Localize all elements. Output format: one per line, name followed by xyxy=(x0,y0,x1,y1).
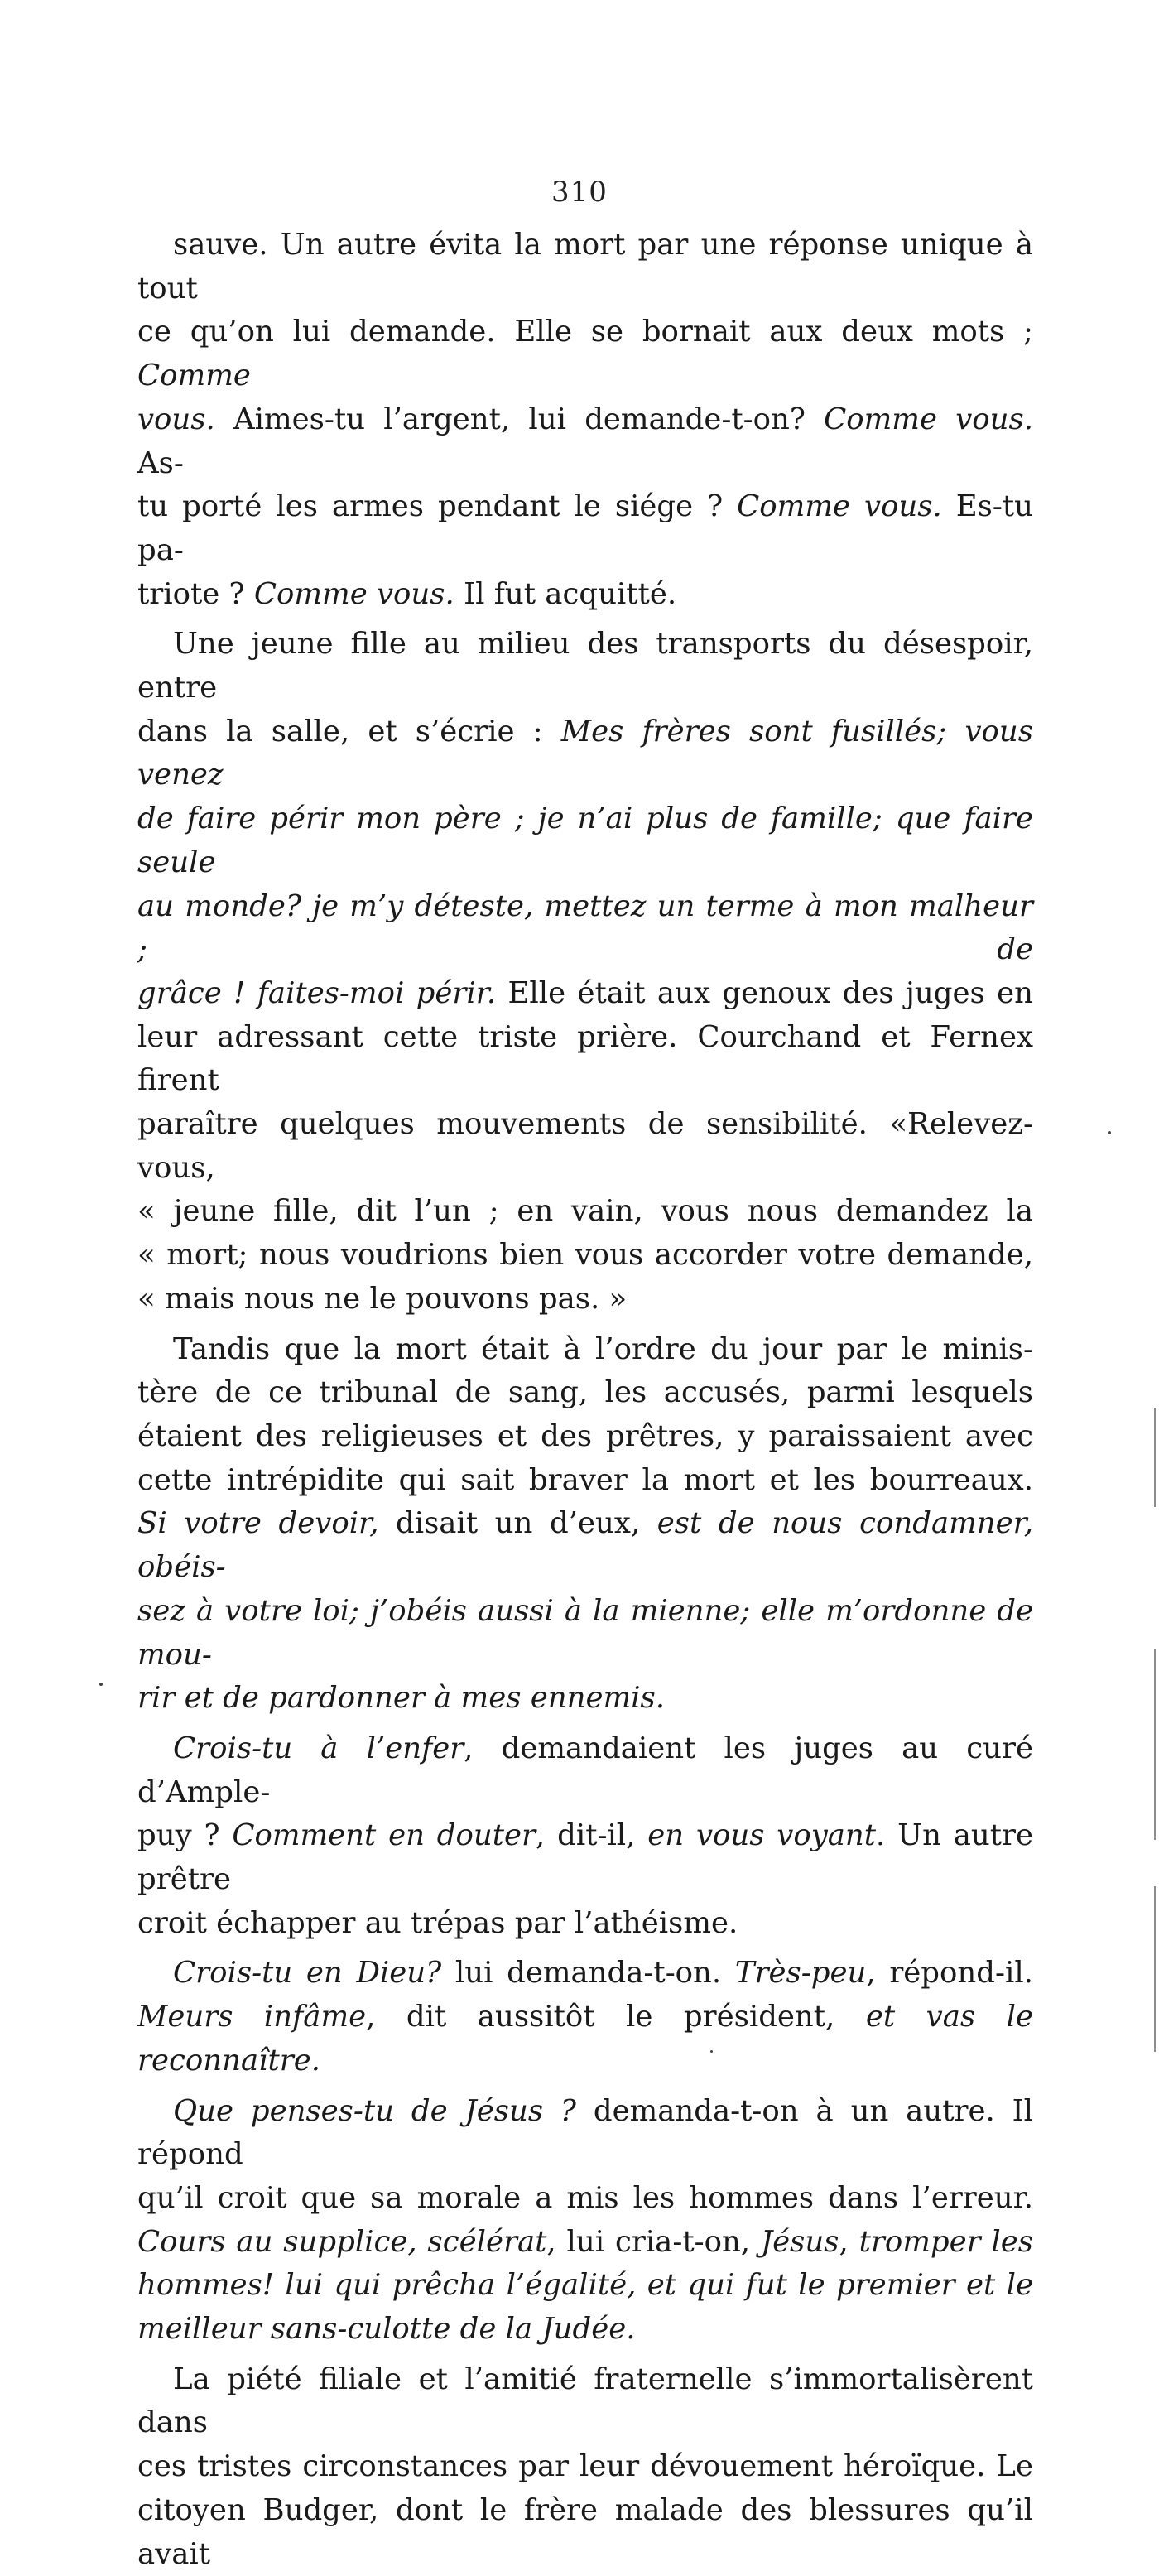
italic-run: Très-peu xyxy=(734,1956,867,1991)
text-run: qu’il croit que sa morale a mis les hommes dans l’erreur. xyxy=(137,2180,1033,2215)
text-line xyxy=(137,2264,1033,2308)
italic-run: est de nous condamner, obéis- xyxy=(137,1506,1033,1585)
scan-margin-rule xyxy=(1154,1649,1156,1840)
text-run: , dit aussitôt le président, xyxy=(366,2000,866,2034)
text-run: Une jeune fille au milieu des transports du désespoir, entre xyxy=(137,627,1033,705)
text-line xyxy=(137,885,1033,972)
text-line xyxy=(137,972,1033,1016)
text-run: tère de ce tribunal de sang, les accusés, parmi lesquels xyxy=(137,1375,1033,1410)
italic-run: au monde? je m’y déteste, mettez un terme à mon malheur ; de xyxy=(137,888,1033,967)
text-line xyxy=(137,1459,1033,1503)
italic-run: Mes frères sont fusillés; vous venez xyxy=(137,714,1033,792)
text-line xyxy=(137,1677,1033,1721)
text-run: ce qu’on lui demande. Elle se bornait aux deux mots ; xyxy=(137,315,1033,349)
text-line xyxy=(137,1952,1033,1996)
text-run: Il fut acquitté. xyxy=(454,576,677,611)
italic-run: Crois-tu en Dieu? xyxy=(173,1956,442,1991)
text-line xyxy=(137,1590,1033,1677)
italic-run: Comme xyxy=(137,359,251,393)
paragraph-p7 xyxy=(137,2358,1033,2576)
text-line xyxy=(137,573,1033,617)
text-run: Es-tu pa- xyxy=(137,489,1034,567)
text-run: La piété filiale et l’amitié fraternelle s’immortalisèrent dans xyxy=(137,2362,1033,2440)
text-run: tu porté les armes pendant le siége ? xyxy=(137,489,738,524)
text-line xyxy=(137,623,1033,710)
text-line xyxy=(137,1234,1033,1278)
text-run: As- xyxy=(137,445,184,480)
paragraph-p5 xyxy=(137,1952,1033,2082)
text-run: paraître quelques mouvements de sensibilité. «Relevez-vous, xyxy=(137,1107,1033,1185)
italic-run: en vous voyant. xyxy=(647,1818,886,1853)
scan-speck xyxy=(1108,1131,1111,1134)
italic-run: hommes! lui qui prêcha l’égalité, et qui fut le premier et le xyxy=(137,2268,1033,2303)
text-run: leur adressant cette triste prière. Courchand et Fernex firent xyxy=(137,1019,1033,1098)
scan-margin-rule xyxy=(1154,1886,1156,2052)
text-line xyxy=(137,224,1033,311)
text-run: Tandis que la mort était à l’ordre du jour par le minis- xyxy=(173,1331,1033,1366)
text-line xyxy=(137,2445,1033,2489)
text-run: étaient des religieuses et des prêtres, y paraissaient avec xyxy=(137,1418,1033,1453)
text-line xyxy=(137,710,1033,797)
italic-run: Meurs infâme xyxy=(137,2000,367,2034)
text-run: citoyen Budger, dont le frère malade des blessures qu’il avait xyxy=(137,2492,1033,2571)
italic-run: Comme vous. xyxy=(824,402,1033,436)
text-run: Aimes-tu l’argent, lui demande-t-on? xyxy=(214,402,825,436)
text-line xyxy=(137,398,1033,485)
text-line xyxy=(137,1415,1033,1459)
text-line xyxy=(137,1190,1033,1234)
text-run: , répond-il. xyxy=(866,1956,1033,1991)
text-line xyxy=(137,2221,1033,2265)
italic-run: Comme vous. xyxy=(737,489,942,524)
text-line xyxy=(137,2358,1033,2445)
text-run: « mort; nous voudrions bien vous accorder votre demande, xyxy=(137,1238,1033,1273)
text-line xyxy=(137,1278,1033,1322)
text-line xyxy=(137,1727,1033,1814)
paragraph-p3 xyxy=(137,1328,1033,1721)
text-run: cette intrépidite qui sait braver la mort et les bourreaux. xyxy=(137,1462,1033,1497)
text-run: « mais nous ne le pouvons pas. » xyxy=(137,1281,628,1316)
text-line xyxy=(137,2489,1033,2576)
italic-run: Comment en douter xyxy=(232,1818,536,1853)
text-run: , lui cria-t-on, xyxy=(546,2224,761,2259)
italic-run: Crois-tu à l’enfer xyxy=(173,1731,464,1765)
scan-speck xyxy=(99,1683,103,1686)
text-line xyxy=(137,485,1033,572)
italic-run: Que penses-tu de Jésus ? xyxy=(173,2093,576,2128)
text-line xyxy=(137,2308,1033,2352)
text-run: puy ? xyxy=(137,1818,233,1853)
text-run: Un autre prêtre xyxy=(137,1818,1034,1897)
italic-run: Cours au supplice, scélérat xyxy=(137,2224,547,2259)
text-run: disait un d’eux, xyxy=(378,1506,657,1541)
italic-run: tromper les xyxy=(858,2224,1033,2259)
text-line xyxy=(137,1371,1033,1415)
text-run: , xyxy=(839,2224,859,2259)
italic-run: et vas le reconnaître. xyxy=(137,2000,1033,2078)
text-line xyxy=(137,1502,1033,1589)
italic-run: grâce ! faites-moi périr. xyxy=(137,975,497,1010)
body-text xyxy=(137,224,1033,2576)
italic-run: Jésus xyxy=(760,2224,839,2259)
italic-run: sez à votre loi; j’obéis aussi à la mienne; elle m’ordonne de mou- xyxy=(137,1593,1033,1672)
text-run: , dit-il, xyxy=(536,1818,648,1853)
scan-speck xyxy=(710,2050,713,2053)
italic-run: meilleur sans-culotte de la Judée. xyxy=(137,2312,636,2347)
text-line xyxy=(137,797,1033,884)
text-run: Elle était aux genoux des juges en xyxy=(496,975,1033,1010)
page-number: 310 xyxy=(551,176,608,209)
text-line xyxy=(137,1996,1033,2082)
paragraph-p2 xyxy=(137,623,1033,1321)
paragraph-p6 xyxy=(137,2090,1033,2352)
text-line xyxy=(137,1103,1033,1190)
italic-run: vous. xyxy=(137,402,215,436)
italic-run: de faire périr mon père ; je n’ai plus de famille; que faire seule xyxy=(137,802,1033,879)
text-run: ces tristes circonstances par leur dévouement héroïque. Le xyxy=(137,2449,1033,2484)
text-run: , demandaient les juges au curé d’Ample- xyxy=(137,1731,1033,1809)
text-line xyxy=(137,1902,1033,1946)
paragraph-p4 xyxy=(137,1727,1033,1946)
text-run: dans la salle, et s’écrie : xyxy=(137,714,561,749)
text-run: lui demanda-t-on. xyxy=(441,1956,735,1991)
text-run: triote ? xyxy=(137,576,254,611)
paragraph-p1 xyxy=(137,224,1033,616)
text-line xyxy=(137,1016,1033,1103)
text-run: « jeune fille, dit l’un ; en vain, vous nous demandez la xyxy=(137,1194,1033,1229)
text-run: croit échapper au trépas par l’athéisme. xyxy=(137,1905,738,1940)
text-run: demanda-t-on à un autre. Il répond xyxy=(137,2093,1033,2172)
scan-margin-rule xyxy=(1154,1408,1156,1507)
text-line xyxy=(137,1328,1033,1372)
text-line xyxy=(137,311,1033,397)
text-line xyxy=(137,2177,1033,2221)
text-run: sauve. Un autre évita la mort par une réponse unique à tout xyxy=(137,228,1033,306)
text-line xyxy=(137,2090,1033,2177)
italic-run: Si votre devoir, xyxy=(137,1506,379,1541)
text-line xyxy=(137,1814,1033,1901)
italic-run: rir et de pardonner à mes ennemis. xyxy=(137,1681,665,1716)
italic-run: Comme vous. xyxy=(253,576,454,611)
